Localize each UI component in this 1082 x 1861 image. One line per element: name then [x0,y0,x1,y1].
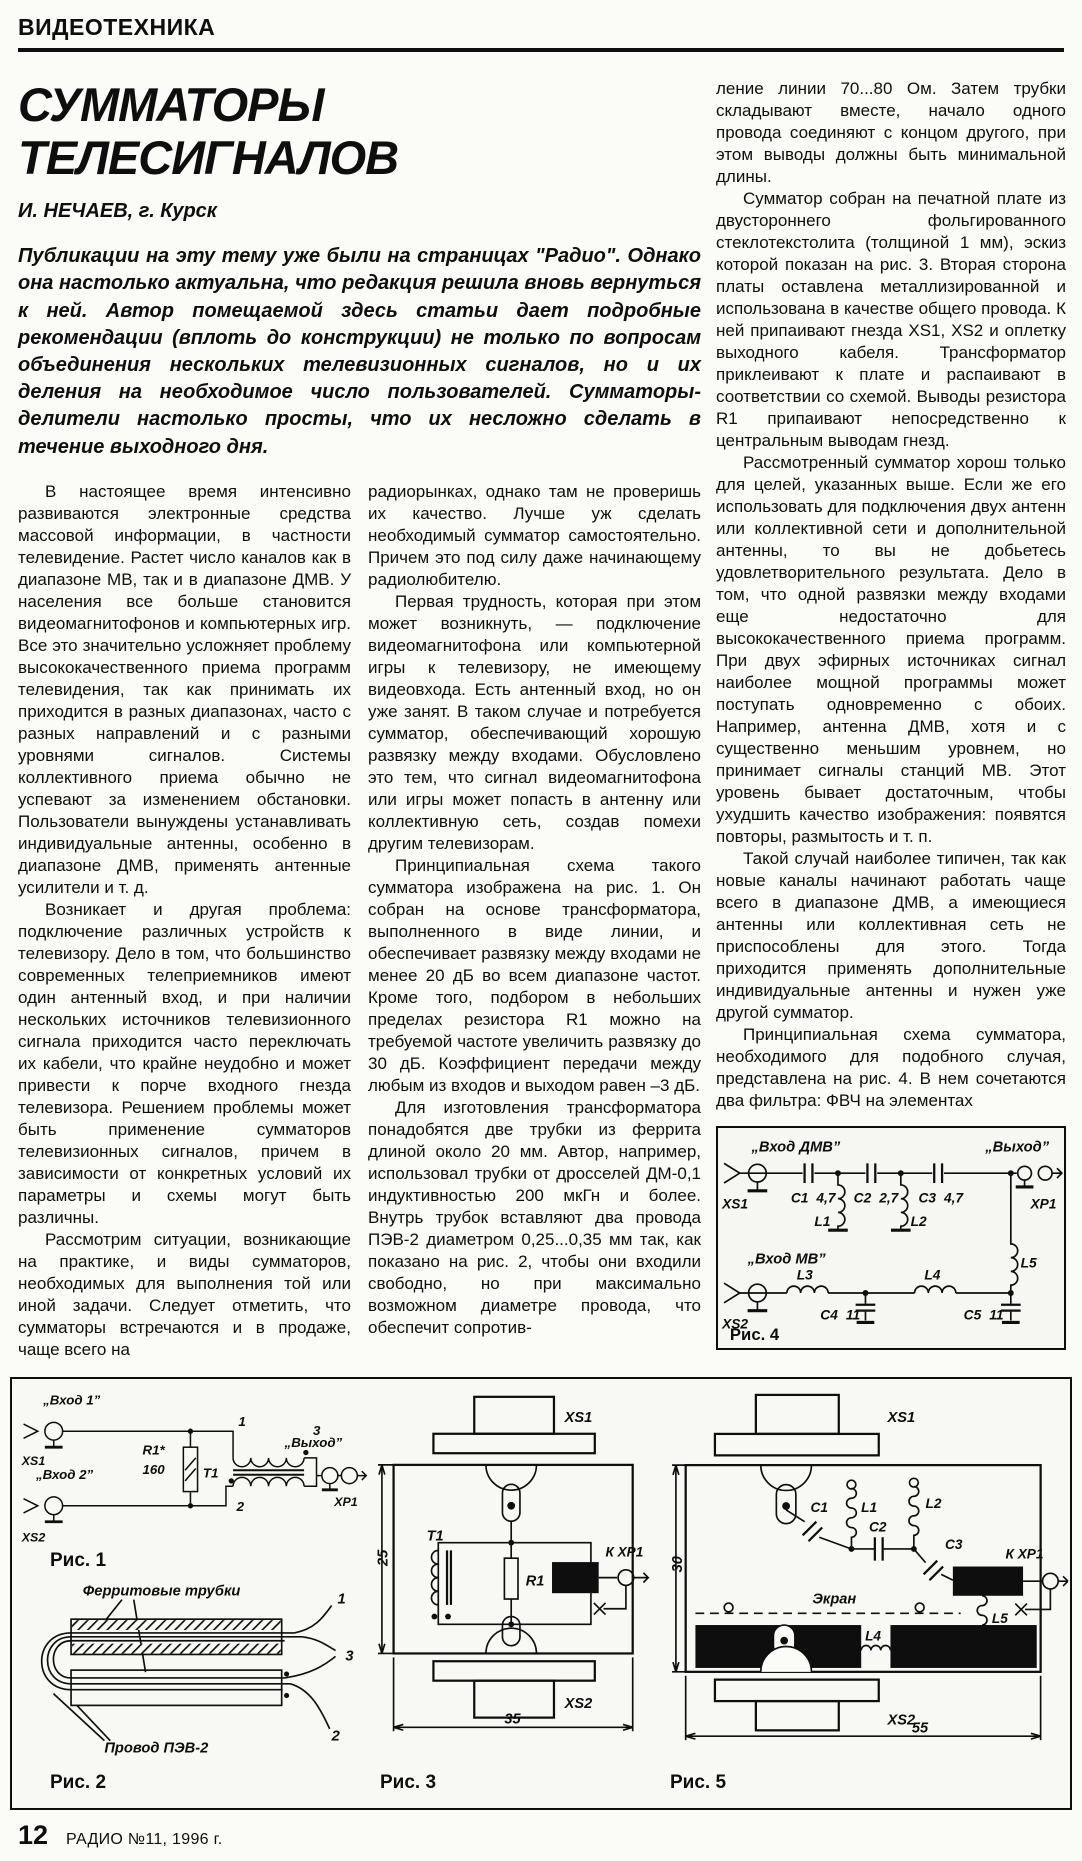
fig1-input2-label: „Вход 2” [35,1466,94,1482]
fig4-output-label: „Выход” [985,1139,1050,1156]
fig1-t1-label: T1 [202,1465,219,1481]
figure-1-2-cell [20,1391,368,1802]
fig3-dim-height: 25 [375,1549,392,1566]
page-number: 12 [18,1819,49,1850]
figure-4-schematic [718,1128,1064,1348]
fig5-c3-label: C3 [945,1536,963,1552]
paragraph: Рассмотренный сумматор хорош только для целей, указанных выше. Если же его использовать для подключения двух антенн или коллективной сети и дополнительной антенны, то вы не добьетесь удовлетворительного результата. Дело в том, что одной развязки между входами еще недостаточно для высококачественного приема программ. При двух эфирных источниках сигнал наиболее мощной программы может поступать одновременно с обоих. Например, антенна ДМВ, хотя и с существенно меньшим уровнем, но принимает сигналы станций МВ. Этот уровень бывает достаточным, чтобы ухудшить качество изображения: появятся повторы, размытость и т. п. [716,453,1066,846]
paragraph: Первая трудность, которая при этом может возникнуть, — подключение видеомагнитофона или компьютерной игры к телевизору, не имеющему видеовхода. Есть антенный вход, но он уже занят. В таком случае и потребуется сумматор, обеспечивающий хорошую развязку между входами. Обусловлено это тем, что сигнал видеомагнитофона или игры может попасть в антенну или коллективную сеть, создав помехи другим телевизорам. [368,591,701,853]
section-header: ВИДЕОТЕХНИКА [18,14,216,40]
paragraph: Рассмотрим ситуации, возникающие на практике, и виды сумматоров, необходимых для выполнения той или иной задачи. Следует отметить, что сумматоры встречаются и в продаже, чаще всего на [18,1229,351,1359]
fig5-dim-height: 30 [669,1555,686,1573]
fig1-winding2-label: 2 [236,1498,245,1514]
figure-3-cell [372,1391,664,1802]
fig5-c1-label: C1 [810,1499,828,1515]
fig5-l4-label: L4 [865,1628,882,1644]
text-column-2 [368,481,701,1361]
fig5-l2-label: L2 [925,1495,942,1511]
fig4-l3-label: L3 [796,1267,813,1283]
fig2-terminal3-label: 3 [345,1648,354,1665]
article-title [18,78,701,184]
paragraph: радиорынках, однако там не проверишь их качество. Лучше уж сделать необходимый сумматор самостоятельно. Причем это под силу даже начинающему радиолюбителю. [368,481,701,589]
fig1-r1-value: 160 [142,1461,165,1477]
fig1-winding1-label: 1 [238,1413,246,1429]
figure-5-drawing [668,1391,1070,1744]
fig4-c4-label: C4 [820,1307,838,1323]
figure-4 [716,1126,1066,1350]
fig4-c5-label: C5 [963,1307,982,1323]
figure-2-caption: Рис. 2 [50,1771,107,1793]
fig2-wire-label: Провод ПЭВ-2 [104,1740,209,1757]
fig1-xs1-label: XS1 [21,1453,46,1468]
figure-3-drawing [372,1391,664,1739]
fig2-ferrite-label: Ферритовые трубки [82,1583,241,1600]
fig5-l1-label: L1 [861,1499,878,1515]
fig4-c2-value: 2,7 [879,1190,899,1206]
paragraph: Такой случай наиболее типичен, так как новые каналы начинают работать чаще всего в диапазоне ДМВ, а имеющиеся антенны или коллективная сеть не приспособлены для этого. Тогда приходится применять дополнительные индивидуальные антенны и нужен уже другой сумматор. [716,849,1066,1022]
fig3-t1-label: T1 [426,1528,444,1545]
figure-3-caption: Рис. 3 [380,1771,437,1793]
fig4-input-dmv-label: „Вход ДМВ” [751,1139,841,1156]
paragraph: Принципиальная схема сумматора, необходимого для подобного случая, представлена на рис. 4. В нем сочетаются два фильтра: ФВЧ на элементах [716,1025,1066,1110]
article-body [0,78,1082,1361]
paragraph: ление линии 70...80 Ом. Затем трубки складывают вместе, начало одного провода соединяют с концом другого, при этом выводы должны быть минимальной длины. [716,79,1066,186]
fig2-terminal1-label: 1 [337,1591,346,1608]
fig3-dim-width: 35 [504,1711,521,1728]
fig4-l4-label: L4 [924,1267,941,1283]
figure-2-drawing [20,1580,368,1772]
fig5-c2-label: C2 [869,1519,887,1535]
fig3-xs2-label: XS2 [564,1695,593,1712]
fig4-c1-label: C1 [790,1190,809,1206]
fig1-xp1-label: XP1 [334,1494,358,1509]
fig4-xp1-label: XP1 [1030,1196,1057,1212]
title-line-1: СУММАТОРЫ [18,78,324,131]
fig1-input1-label: „Вход 1” [43,1392,101,1408]
fig4-c1-value: 4,7 [816,1190,836,1206]
fig3-r1-label: R1 [525,1573,545,1590]
fig4-xs1-label: XS1 [722,1196,749,1212]
fig1-xs2-label: XS2 [21,1530,46,1545]
article-author: И. НЕЧАЕВ, г. Курск [18,200,217,223]
header-rule [18,48,1064,52]
paragraph: Принципиальная схема такого сумматора изображена на рис. 1. Он собран на основе трансформатора, выполненного в виде линии, и обеспечивает развязку между входами не менее 20 дБ во всем диапазоне частот. Кроме того, подбором в небольших пределах резистора R1 можно на требуемой частоте увеличить развязку до 30 дБ. Коэффициент передачи между любым из входов и выходом равен –3 дБ. [368,855,701,1095]
issue-label: РАДИО №11, 1996 г. [66,1830,223,1848]
paragraph: Для изготовления трансформатора понадобятся две трубки из феррита длиной около 20 мм. Автор, например, использовал трубки от дросселей ДМ-0,1 индуктивностью 200 мкГн и более. Внутрь трубок вставляют два провода ПЭВ-2 диаметром 0,25...0,35 мм так, как показано на рис. 2, чтобы они входили свободно, но при максимально возможном диаметре провода, что обеспечит сопротив- [368,1097,701,1337]
figure-1-schematic [20,1391,368,1546]
figure-panel [10,1377,1072,1810]
paragraph: В настоящее время интенсивно развиваются электронные средства массовой информации, в частности телевидение. Растет число каналов как в диапазоне МВ, так и в диапазоне ДМВ. У населения все больше становится видеомагнитофонов и компьютерных игр. Все это значительно усложняет проблему высококачественного приема программ телевидения, так как принимать их приходится в разных диапазонах, часто с разных направлений и с разными уровнями сигналов. Системы коллективного приема обычно не успевают за изменением обстановки. Пользователи вынуждены устанавливать индивидуальные антенны, особенно в диапазоне ДМВ, применять антенные усилители и т. д. [18,481,351,897]
text-column-1 [18,481,351,1361]
fig5-l5-label: L5 [991,1610,1008,1626]
figure-5-caption: Рис. 5 [670,1771,727,1793]
fig4-c3-label: C3 [918,1190,937,1206]
fig4-l2-label: L2 [910,1214,927,1230]
fig4-l1-label: L1 [814,1214,831,1230]
fig4-xs2-label: XS2 [722,1316,749,1332]
fig3-xs1-label: XS1 [564,1409,593,1426]
paragraph: Возникает и другая проблема: подключение различных устройств к телевизору. Дело в том, что большинство современных телеприемников имеют один антенный вход, и при наличии нескольких источников телевизионного сигнала приходится часто переключать их кабели, что крайне неудобно и может привести к порче входного гнезда телевизора. Решением проблемы может быть применение сумматоров телевизионных сигналов, причем в зависимости от конкретных условий их параметры и схемы могут быть различны. [18,899,351,1227]
fig1-winding3-label: 3 [312,1422,321,1438]
fig4-l5-label: L5 [1020,1255,1037,1271]
fig4-caption: Рис. 4 [729,1325,780,1345]
figure-5-cell [668,1391,1070,1802]
fig5-dim-width: 55 [911,1720,929,1737]
page-footer [0,1810,1082,1851]
article-lead: Публикации на эту тему уже были на страницах "Радио". Однако она настолько актуальна, что редакция решила вновь вернуться к ней. Автор помещаемой здесь статьи дает подробные рекомендации (вплоть до конструкции) не только по вопросам объединения нескольких телевизионных сигналов, но и их деления на необходимое число пользователей. Сумматоры-делители настолько просты, что их несложно сделать в течение выходного дня. [18,245,701,458]
fig5-screen-label: Экран [812,1591,857,1608]
fig3-to-xp1-label: К XP1 [605,1543,644,1559]
paragraph: Сумматор собран на печатной плате из двустороннего фольгированного стеклотекстолита (толщиной 1 мм), эскиз которой показан на рис. 3. Вторая сторона платы оставлена металлизированной и использована в качестве общего провода. К ней припаивают гнезда XS1, XS2 и оплетку выходного кабеля. Трансформатор приклеивают к плате и распаивают в соответствии со схемой. Выводы резистора R1 припаивают непосредственно к центральным выводам гнезд. [716,189,1066,450]
fig1-output-label: „Выход” [284,1434,343,1450]
fig4-c4-value: 11 [845,1307,861,1323]
fig4-input-mv-label: „Вход МВ” [747,1251,826,1268]
fig2-terminal2-label: 2 [331,1728,340,1745]
figure-1-caption: Рис. 1 [50,1549,107,1571]
fig4-c2-label: C2 [853,1190,872,1206]
fig5-to-xp1-label: К XP1 [1005,1546,1044,1562]
text-column-3 [716,78,1066,1112]
fig5-xs2-label: XS2 [887,1712,916,1729]
fig5-xs1-label: XS1 [887,1409,916,1426]
fig1-r1-label: R1* [142,1442,165,1458]
fig4-c5-value: 11 [989,1307,1004,1323]
fig4-c3-value: 4,7 [944,1190,964,1206]
title-line-2: ТЕЛЕСИГНАЛОВ [18,131,399,185]
